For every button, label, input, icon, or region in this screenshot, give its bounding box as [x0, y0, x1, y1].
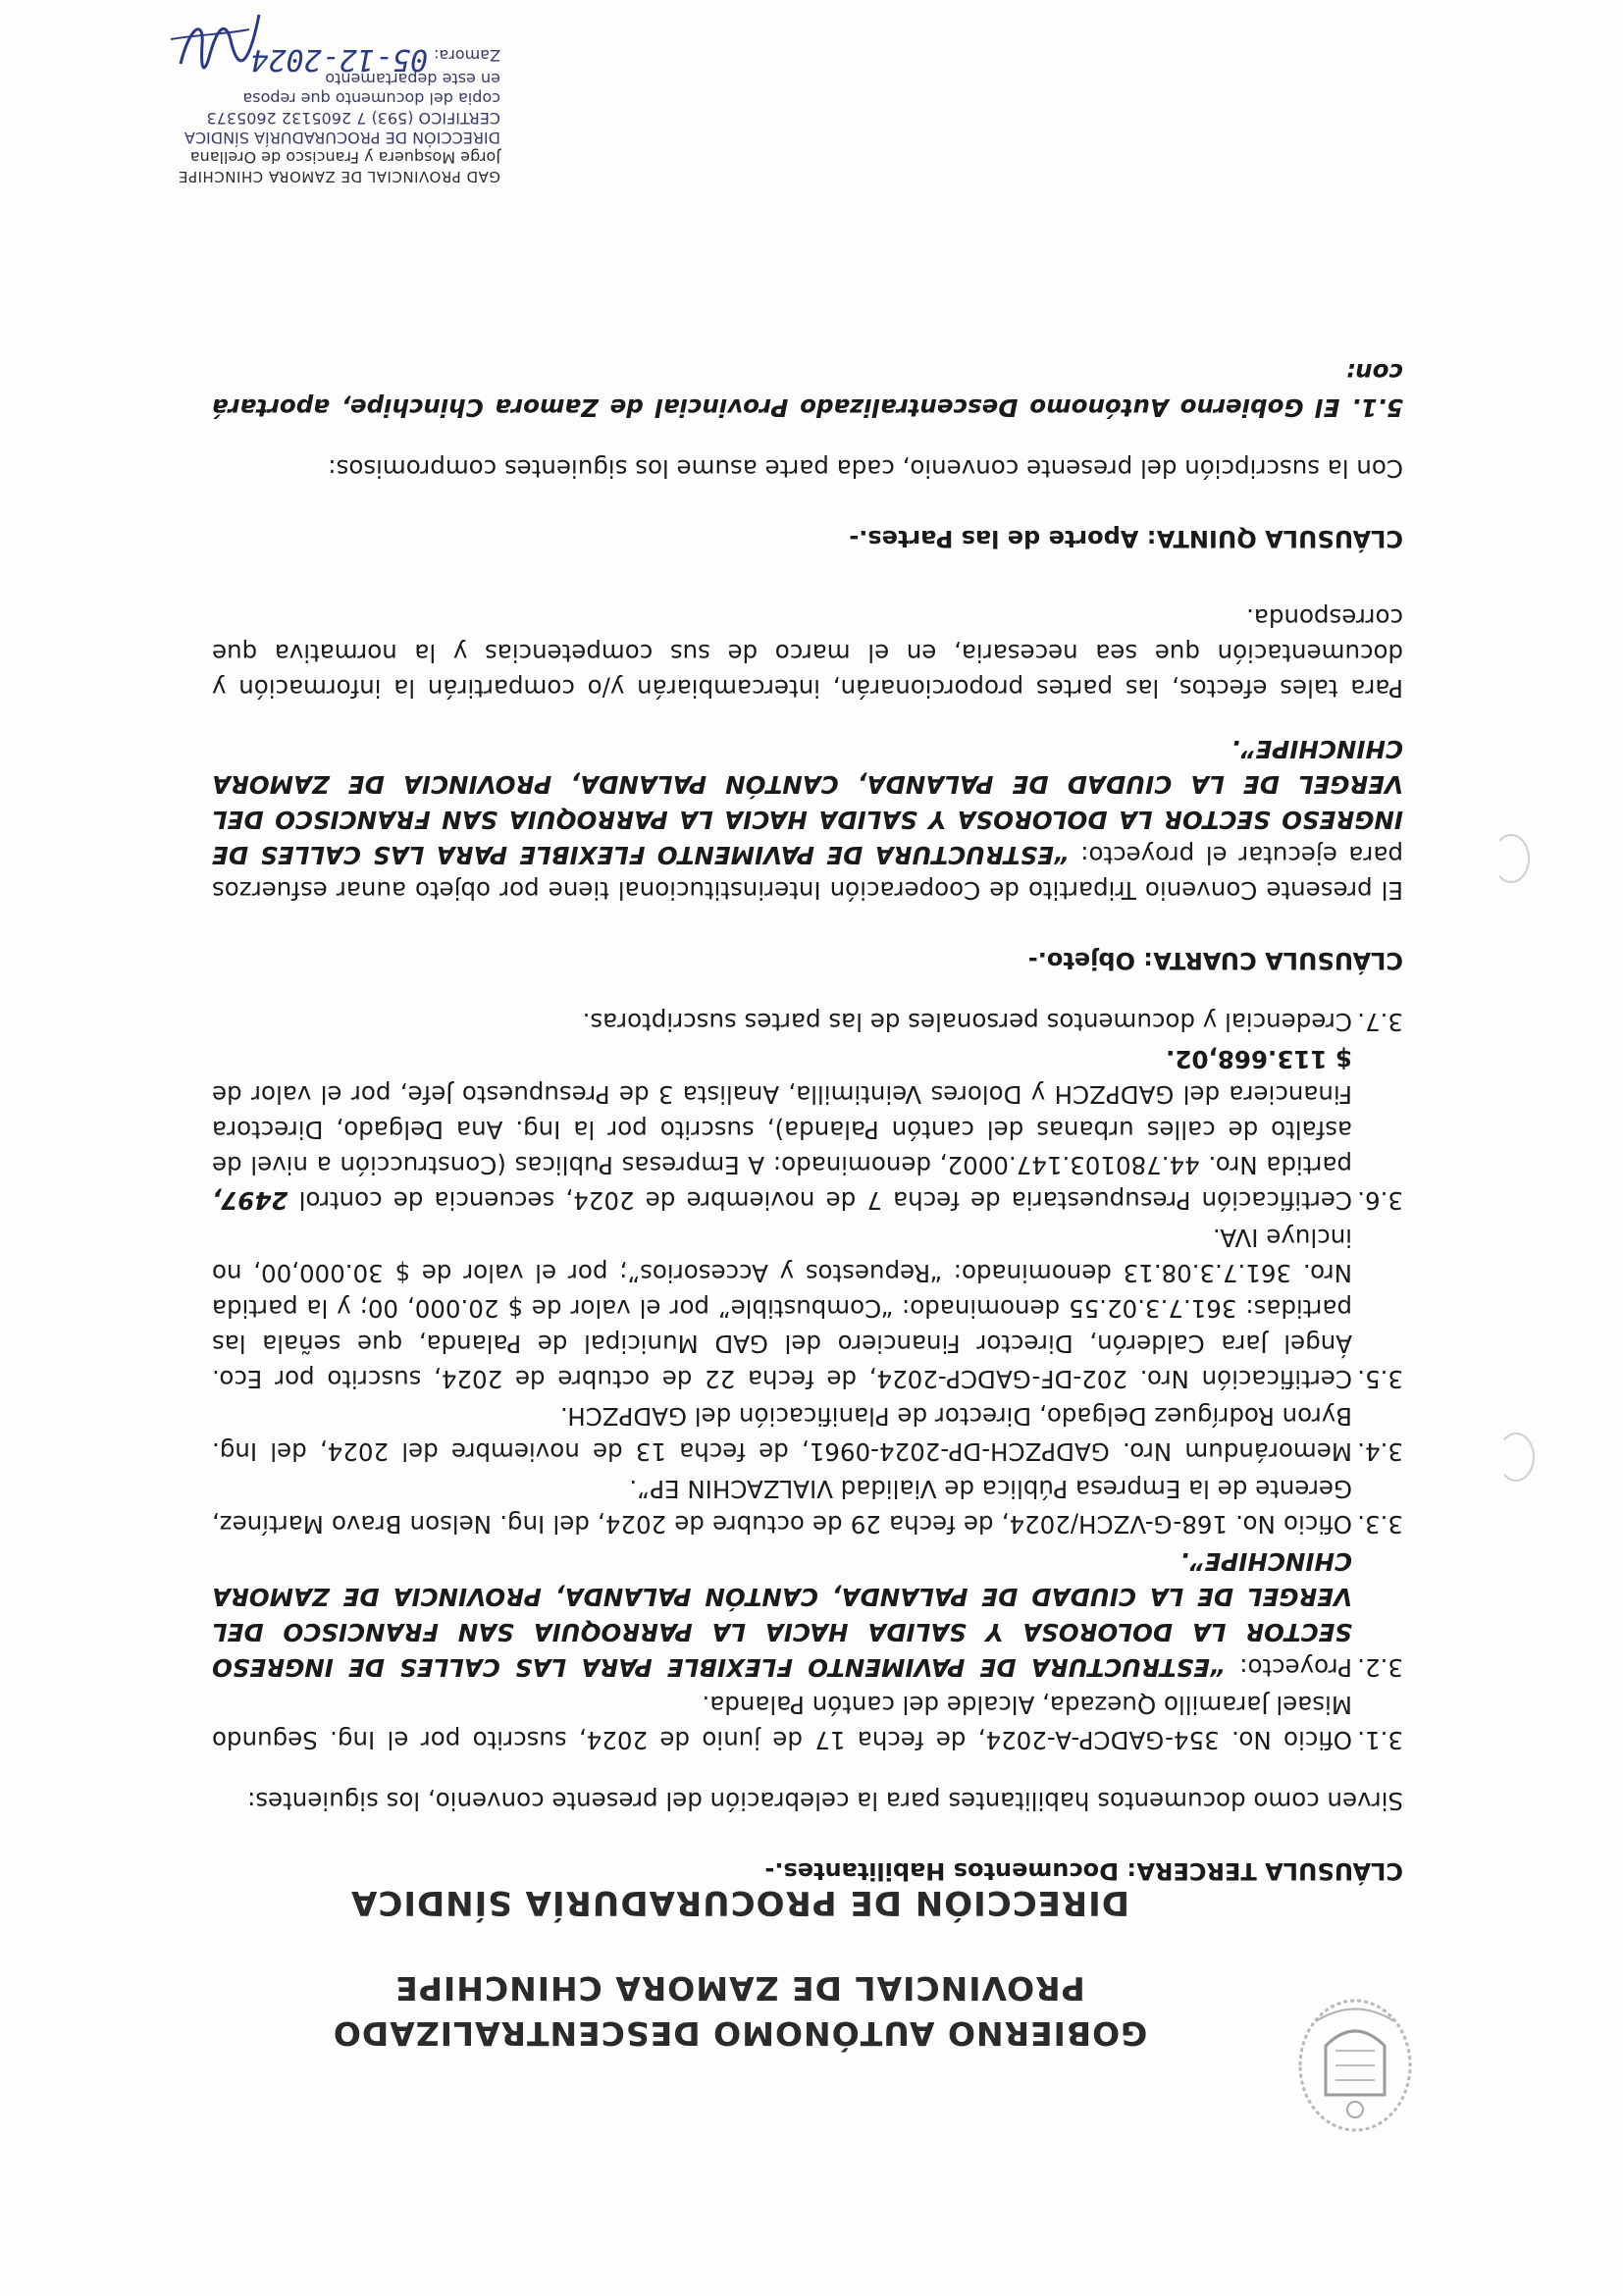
document-body	[212, 329, 1403, 1889]
stamp-date-value: 05-12-2024	[250, 42, 429, 77]
clause-fourth-paragraph	[212, 731, 1403, 908]
enabling-documents-list	[212, 1004, 1403, 1757]
item-number: 3.5.	[1357, 1365, 1403, 1393]
stamp-department: DIRECCIÓN DE PROCURADURÍA SÍNDICA	[183, 129, 500, 147]
clause-fifth-subclause: 5.1. El Gobierno Autónomo Descentralizado Provincial de Zamora Chinchipe, aportará con:	[212, 358, 1403, 422]
item-text: Credencial y documentos personales de las partes suscriptoras.	[582, 1008, 1352, 1036]
item-text: Oficio No. 168-G-VZCH/2024, de fecha 29 de octubre de 2024, del Ing. Nelson Bravo Martínez, Gerente de la Empresa Pública de Vialidad VIALZACHIN EP”.	[212, 1475, 1352, 1539]
item-number: 3.7.	[1357, 1008, 1403, 1036]
list-item	[212, 1687, 1403, 1757]
punch-hole	[1497, 1433, 1535, 1482]
item-text: Oficio No. 354-GADCP-A-2024, de fecha 17 de junio de 2024, suscrito por el Ing. Segundo Misael Jaramillo Quezada, Alcalde del cantón Palanda.	[212, 1691, 1352, 1754]
item-number: 3.4.	[1357, 1437, 1403, 1466]
clause-fifth-intro: Con la suscripción del presente convenio, cada parte asume los siguientes compromisos:	[328, 454, 1403, 483]
punch-hole	[1492, 834, 1530, 883]
item-text	[212, 1543, 1352, 1685]
clause-fifth-title: CLÁUSULA QUINTA: Aporte de las Partes.-	[849, 525, 1403, 552]
budget-amount: $ 113.668,02.	[1166, 1045, 1352, 1073]
project-name: “ESTRUCTURA DE PAVIMENTO FLEXIBLE PARA LAS CALLES DE INGRESO SECTOR LA DOLOROSA Y SALIDA HACIA LA PARROQUIA SAN FRANCISCO DEL VERGEL DE LA CIUDAD DE PALANDA, CANTÓN PALANDA, PROVINCIA DE ZAMORA CHINCHIPE”.	[211, 735, 1403, 869]
item-text	[212, 1041, 1352, 1218]
stamp-institution: GAD PROVINCIAL DE ZAMORA CHINCHIPE	[178, 168, 500, 185]
item-text-prefix: Certificación Presupuestaria de fecha 7 de noviembre de 2024, secuencia de control	[288, 1186, 1352, 1215]
clause-third-intro: Sirven como documentos habilitantes para la celebración del presente convenio, los siguientes:	[247, 1787, 1403, 1815]
list-item	[212, 1471, 1403, 1541]
item-number: 3.1.	[1357, 1726, 1403, 1754]
stamp-date-label: Zamora:	[434, 46, 500, 65]
project-name: “ESTRUCTURA DE PAVIMENTO FLEXIBLE PARA LAS CALLES DE INGRESO SECTOR LA DOLOROSA Y SALIDA HACIA LA PARROQUIA SAN FRANCISCO DEL VERGEL DE LA CIUDAD DE PALANDA, CANTÓN PALANDA, PROVINCIA DE ZAMORA CHINCHIPE”.	[212, 1547, 1352, 1682]
document-header	[151, 1883, 1329, 2056]
header-institution: GOBIERNO AUTÓNOMO DESCENTRALIZADO	[332, 2014, 1148, 2053]
header-province: PROVINCIAL DE ZAMORA CHINCHIPE	[394, 1969, 1085, 2008]
stamp-certify: CERTIFICO (593) 7 2605132 2605373	[206, 109, 500, 128]
list-item	[212, 1004, 1403, 1039]
handwritten-signature-icon	[161, 5, 279, 83]
stamp-department-note: en este departamento	[325, 70, 500, 88]
item-text: Certificación Nro. 202-DF-GADCP-2024, de fecha 22 de octubre de 2024, suscrito por Eco. Ángel Jara Calderón, Director Financiero del GAD Municipal de Palanda, que señala las partidas: 361.7.3.02.55 denominado: “Combustible” por el valor de $ 20.000, 00; y la partida Nro. 361.7.3.08.13 denominado: “Repuestos y Accesorios”; por el valor de $ 30.000,00, no incluye IVA.	[212, 1224, 1352, 1393]
list-item	[212, 1398, 1403, 1469]
clause-third-title: CLÁUSULA TERCERA: Documentos Habilitantes.-	[764, 1857, 1403, 1885]
item-number: 3.2.	[1357, 1653, 1403, 1682]
item-number: 3.6.	[1357, 1186, 1403, 1215]
item-text-middle: partida Nro. 44.780103.147.0002, denominado: A Empresas Publicas (Construcción a nivel de asfalto de calles urbanas del cantón Palanda), suscrito por la Ing. Ana Delgado, Directora Financiera del GADPZCH y Dolores Veintimilla, Analista 3 de Presupuesto Jefe, por el valor de	[212, 1080, 1352, 1179]
stamp-copy-note: copia del documento que reposa	[242, 89, 500, 108]
clause-fourth-text: El presente Convenio Tripartito de Cooperación Interinstitucional tiene por objeto aunar esfuerzos para ejecutar el proyecto:	[212, 841, 1403, 905]
header-department: DIRECCIÓN DE PROCURADURÍA SÍNDICA	[350, 1883, 1129, 1922]
item-number: 3.3.	[1357, 1510, 1403, 1539]
clause-fourth-title: CLÁUSULA CUARTA: Objeto.-	[1027, 947, 1403, 974]
item-text-prefix: Proyecto:	[1225, 1653, 1352, 1682]
clause-fourth-paragraph-2: Para tales efectos, las partes proporcionarán, intercambiarán y/o compartirán la información y documentación que sea necesaria, en el marco de sus competencias y la normativa que corresponda.	[212, 603, 1403, 703]
item-text: Memorándum Nro. GADPZCH-DP-2024-0961, de fecha 13 de noviembre del 2024, del Ing. Byron Rodríguez Delgado, Director de Planificación del GADPZCH.	[212, 1402, 1352, 1466]
stamp-address: Jorge Mosquera y Francisco de Orellana	[189, 148, 500, 167]
list-item	[212, 1220, 1403, 1396]
list-item	[212, 1543, 1403, 1685]
list-item	[212, 1041, 1403, 1218]
control-sequence: 2497,	[212, 1186, 288, 1215]
